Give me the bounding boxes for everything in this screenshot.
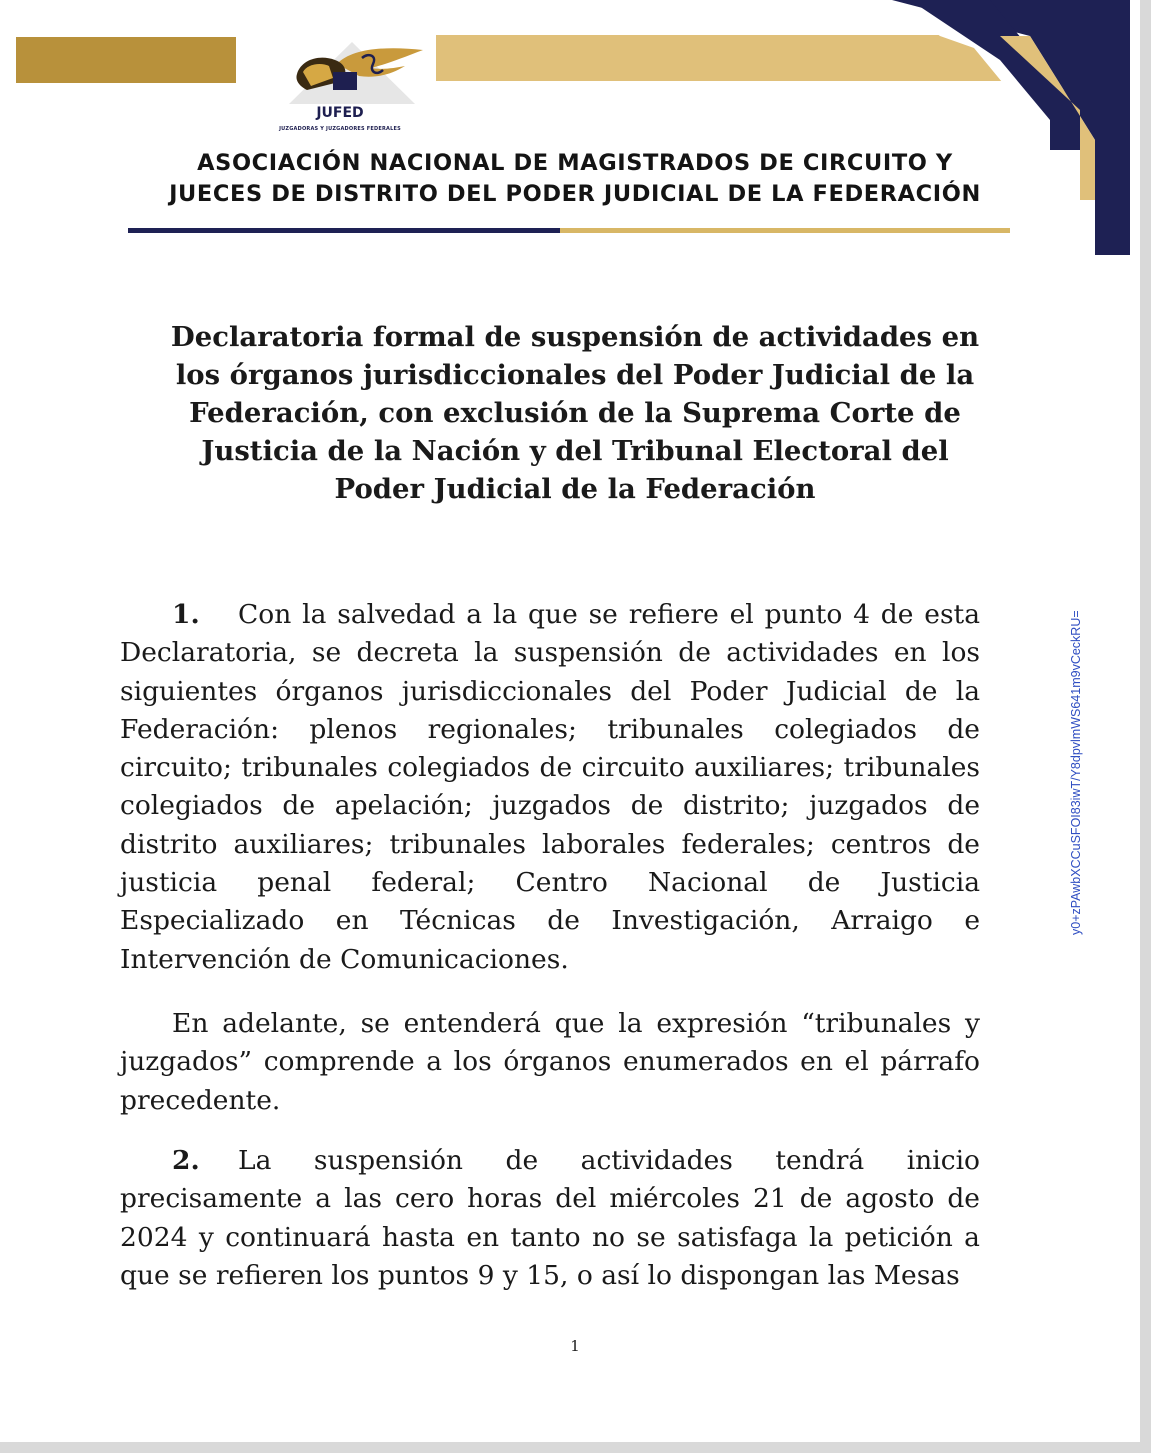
jufed-logo: [265, 42, 425, 137]
jufed-emblem-icon: [277, 42, 427, 104]
header-rule-gold: [560, 228, 1010, 233]
paragraph-3: [120, 1142, 980, 1295]
paragraph-text: La suspensión de actividades tendrá inicio precisamente a las cero horas del miércoles 21 de agosto de 2024 y continuará hasta en tanto no se satisfaga la petición a que se refieren los puntos 9 y 15, o así lo dispongan las Mesas: [120, 1145, 980, 1291]
logo-subtitle: JUZGADORAS Y JUZGADORES FEDERALES: [279, 126, 401, 132]
paragraph-number: 2.: [172, 1145, 200, 1176]
paragraph-text: Con la salvedad a la que se refiere el punto 4 de esta Declaratoria, se decreta la suspensión de actividades en los siguientes órganos jurisdiccionales del Poder Judicial de la Federación: plenos regionales; tribunales colegiados de circuito; tribunales colegiados de circuito auxiliares; tribunales colegiados de apelación; juzgados de distrito; juzgados de distrito auxiliares; tribunales laborales federales; centros de justicia penal federal; Centro Nacional de Justicia Especializado en Técnicas de Investigación, Arraigo e Intervención de Comunicaciones.: [120, 599, 980, 975]
organization-title-line: ASOCIACIÓN NACIONAL DE MAGISTRADOS DE CIRCUITO Y: [197, 150, 953, 176]
paragraph-2: [120, 1005, 980, 1120]
paragraph-text: En adelante, se entenderá que la expresión “tribunales y juzgados” comprende a los órganos enumerados en el párrafo precedente.: [120, 1008, 980, 1116]
page-shadow-right: [1140, 0, 1151, 1453]
document-title-line: Federación, con exclusión de la Suprema Corte de: [189, 397, 961, 429]
paragraph-1: [120, 596, 980, 979]
page-number: 1: [570, 1337, 580, 1355]
organization-title-line: JUECES DE DISTRITO DEL PODER JUDICIAL DE LA FEDERACIÓN: [169, 181, 981, 207]
header-rule-navy: [128, 228, 560, 233]
logo-name: JUFED: [316, 105, 364, 121]
paragraph-number: 1.: [172, 599, 200, 630]
page-shadow-bottom: [0, 1442, 1151, 1453]
document-title-line: los órganos jurisdiccionales del Poder Judicial de la: [175, 359, 975, 391]
document-title-line: Poder Judicial de la Federación: [334, 473, 816, 505]
organization-title: [100, 148, 1050, 210]
verification-code: y0+zPAwbXCCuSFOI83iwT/Y8dpvlmWS641m9vCeckRU=: [1069, 610, 1083, 935]
document-title-line: Declaratoria formal de suspensión de actividades en: [170, 321, 980, 353]
header-gold-bar-left: [16, 37, 236, 83]
document-title-line: Justicia de la Nación y del Tribunal Electoral del: [201, 435, 949, 467]
document-title: [150, 318, 1000, 508]
header-corner-chevron: [880, 0, 1140, 260]
